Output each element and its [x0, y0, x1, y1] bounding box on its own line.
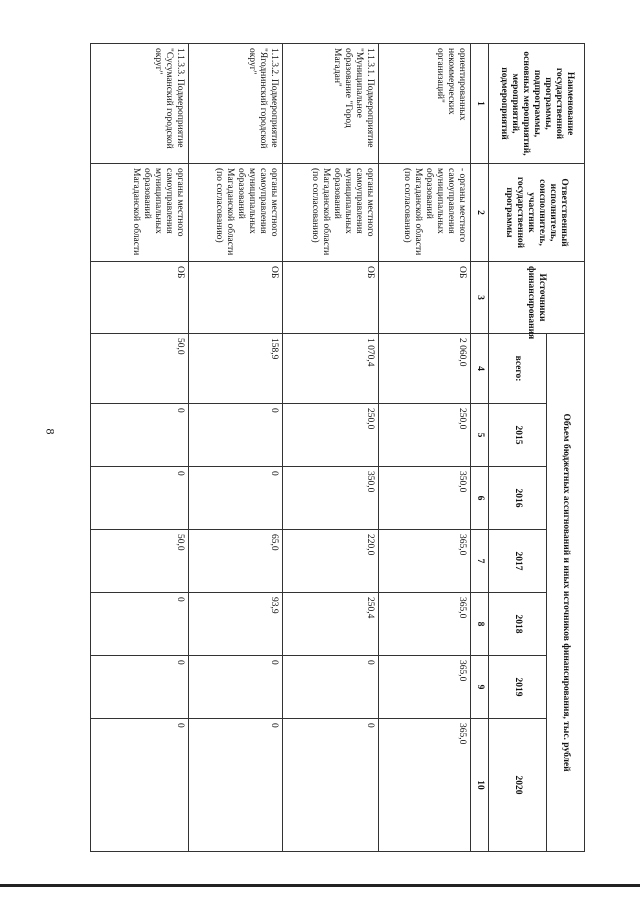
- column-number: 8: [471, 593, 489, 656]
- row-name: ориентированных некоммерческих организаций": [379, 44, 471, 164]
- header-year: 2015: [489, 404, 547, 467]
- row-name: 1.1.3.1. Подмероприятие "Муниципальное образование "Город Магадан": [283, 44, 379, 164]
- row-value: 65,0: [189, 530, 283, 593]
- row-value: 50,0: [91, 530, 189, 593]
- bottom-rule: [0, 884, 640, 887]
- row-source: ОБ: [283, 262, 379, 334]
- row-total: 50,0: [91, 334, 189, 404]
- row-value: 0: [91, 719, 189, 852]
- row-executor: органы местного самоуправления муниципальных образований Магаданской области (по согласованию): [283, 164, 379, 262]
- column-number: 5: [471, 404, 489, 467]
- rotated-table-container: [91, 43, 585, 851]
- row-value: 0: [91, 593, 189, 656]
- table-row: [189, 44, 283, 852]
- funding-table: [90, 43, 585, 852]
- table-row: [379, 44, 471, 852]
- row-source: ОБ: [379, 262, 471, 334]
- row-executor: органы местного самоуправления муниципальных образований Магаданской области: [91, 164, 189, 262]
- row-value: 0: [91, 656, 189, 719]
- row-value: 0: [283, 656, 379, 719]
- column-number: 1: [471, 44, 489, 164]
- row-value: 350,0: [283, 467, 379, 530]
- row-executor: органы местного самоуправления муниципальных образований Магаданской области (по согласованию): [189, 164, 283, 262]
- column-number: 7: [471, 530, 489, 593]
- column-number: 2: [471, 164, 489, 262]
- table-row: [91, 44, 189, 852]
- table-row: [283, 44, 379, 852]
- row-value: 250,0: [283, 404, 379, 467]
- row-value: 250,4: [283, 593, 379, 656]
- row-value: 0: [189, 404, 283, 467]
- header-year: 2020: [489, 719, 547, 852]
- header-source: Источники финансирования: [489, 262, 585, 334]
- row-name: 1.1.3.3. Подмероприятие "Сусуманский городской округ": [91, 44, 189, 164]
- row-source: ОБ: [189, 262, 283, 334]
- row-executor: - органы местного самоуправления муниципальных образований Магаданской области (по согласованию): [379, 164, 471, 262]
- row-value: 350,0: [379, 467, 471, 530]
- row-total: 2 060,0: [379, 334, 471, 404]
- column-number: 3: [471, 262, 489, 334]
- row-value: 250,0: [379, 404, 471, 467]
- header-year: 2018: [489, 593, 547, 656]
- header-total: всего:: [489, 334, 547, 404]
- column-number-row: [471, 44, 489, 852]
- header-executor: Ответственный исполнитель, соисполнитель, участник государственной программы: [489, 164, 585, 262]
- row-name: 1.1.3.2. Подмероприятие "Ягоднинский городской округ": [189, 44, 283, 164]
- column-number: 4: [471, 334, 489, 404]
- row-value: 0: [91, 404, 189, 467]
- header-year: 2019: [489, 656, 547, 719]
- header-year: 2017: [489, 530, 547, 593]
- row-total: 1 070,4: [283, 334, 379, 404]
- column-number: 6: [471, 467, 489, 530]
- column-number: 10: [471, 719, 489, 852]
- row-value: 220,0: [283, 530, 379, 593]
- column-number: 9: [471, 656, 489, 719]
- page-number: 8: [43, 428, 58, 435]
- row-value: 0: [189, 656, 283, 719]
- row-total: 158,9: [189, 334, 283, 404]
- header-funding-group: Объем бюджетных ассигнований и иных источников финансирования, тыс. рублей: [547, 334, 585, 852]
- row-value: 0: [189, 467, 283, 530]
- row-value: 365,0: [379, 719, 471, 852]
- row-value: 0: [91, 467, 189, 530]
- row-value: 365,0: [379, 593, 471, 656]
- header-name: Наименование государственной программы, подпрограммы, основных мероприятий, мероприятий, подмероприятий: [489, 44, 585, 164]
- header-year: 2016: [489, 467, 547, 530]
- row-value: 0: [189, 719, 283, 852]
- row-source: ОБ: [91, 262, 189, 334]
- row-value: 93,9: [189, 593, 283, 656]
- row-value: 365,0: [379, 656, 471, 719]
- row-value: 0: [283, 719, 379, 852]
- row-value: 365,0: [379, 530, 471, 593]
